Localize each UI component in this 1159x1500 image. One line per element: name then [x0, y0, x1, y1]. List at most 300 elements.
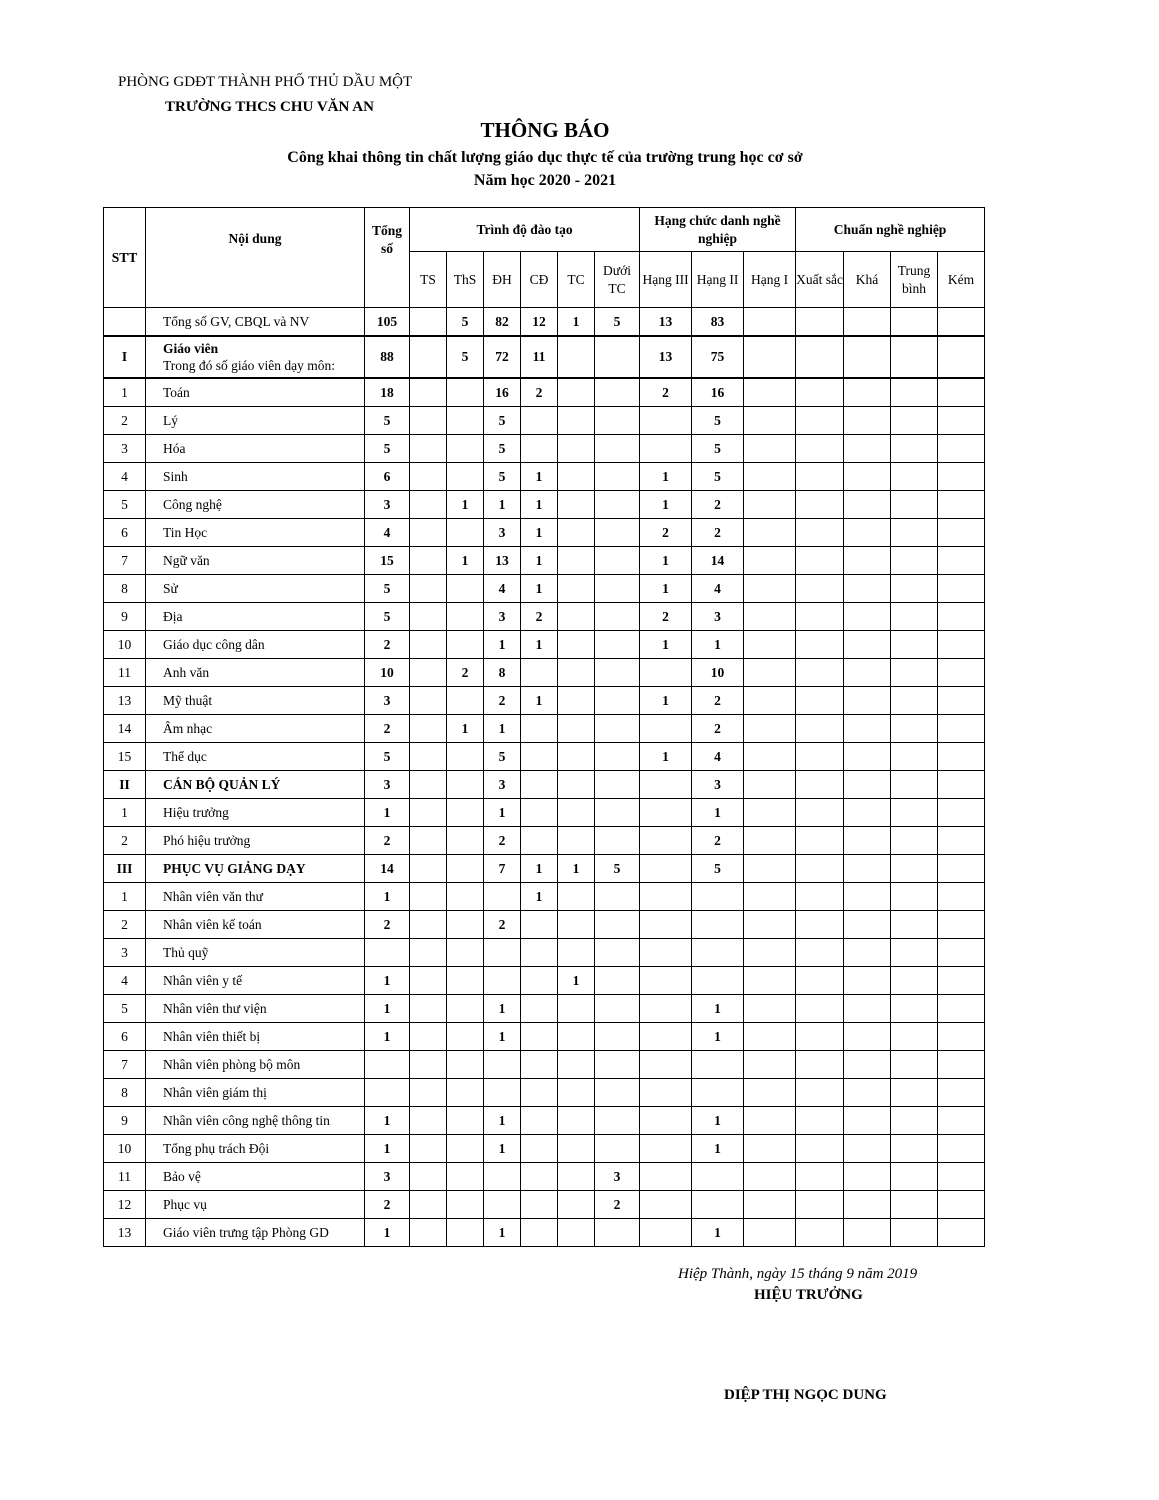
- subheader-cell: Hạng I: [744, 252, 796, 308]
- row-content: Tổng số GV, CBQL và NV: [146, 308, 365, 337]
- row-content-subtitle: Trong đó số giáo viên dạy môn:: [163, 358, 335, 373]
- row-value: 2: [484, 911, 521, 939]
- row-value: [558, 336, 595, 378]
- row-value: [891, 743, 938, 771]
- row-value: [595, 687, 640, 715]
- row-value: [744, 687, 796, 715]
- row-value: 1: [640, 687, 692, 715]
- row-value: [558, 883, 595, 911]
- row-value: [410, 308, 447, 337]
- row-value: [521, 1135, 558, 1163]
- row-value: [410, 911, 447, 939]
- table-row: [104, 827, 985, 855]
- row-value: [844, 1219, 891, 1247]
- row-value: [796, 1023, 844, 1051]
- row-value: [558, 715, 595, 743]
- row-total: 18: [365, 378, 410, 407]
- row-value: [744, 799, 796, 827]
- row-total: [365, 1051, 410, 1079]
- row-value: [844, 995, 891, 1023]
- row-total: 1: [365, 1135, 410, 1163]
- row-value: 13: [640, 308, 692, 337]
- table-row: [104, 308, 985, 337]
- subheader-cell: Hạng II: [692, 252, 744, 308]
- row-value: [410, 1135, 447, 1163]
- row-value: [521, 1107, 558, 1135]
- row-value: [447, 603, 484, 631]
- row-value: [796, 308, 844, 337]
- table-row: [104, 1107, 985, 1135]
- row-value: [410, 995, 447, 1023]
- row-value: 2: [521, 603, 558, 631]
- row-value: [410, 1079, 447, 1107]
- row-value: [640, 1051, 692, 1079]
- row-value: [744, 939, 796, 967]
- row-value: [938, 771, 985, 799]
- row-value: 1: [692, 631, 744, 659]
- place-date: Hiệp Thành, ngày 15 tháng 9 năm 2019: [678, 1266, 918, 1282]
- row-value: [891, 378, 938, 407]
- row-value: [558, 1079, 595, 1107]
- row-content: PHỤC VỤ GIẢNG DẠY: [146, 855, 365, 883]
- row-stt: 9: [104, 1107, 146, 1135]
- row-value: 3: [692, 603, 744, 631]
- row-value: [558, 575, 595, 603]
- row-value: [640, 1107, 692, 1135]
- row-stt: 6: [104, 519, 146, 547]
- row-value: [640, 911, 692, 939]
- row-value: [844, 659, 891, 687]
- row-value: [558, 547, 595, 575]
- row-value: 1: [521, 687, 558, 715]
- row-value: [938, 687, 985, 715]
- row-value: [744, 1051, 796, 1079]
- row-value: [744, 1079, 796, 1107]
- row-value: [938, 435, 985, 463]
- row-value: [744, 336, 796, 378]
- row-value: [410, 1219, 447, 1247]
- row-value: [744, 463, 796, 491]
- row-value: [410, 575, 447, 603]
- row-total: 5: [365, 575, 410, 603]
- row-value: [891, 687, 938, 715]
- row-total: 4: [365, 519, 410, 547]
- row-value: [447, 435, 484, 463]
- row-stt: 13: [104, 687, 146, 715]
- row-stt: 1: [104, 883, 146, 911]
- row-value: [744, 1219, 796, 1247]
- row-value: [844, 491, 891, 519]
- row-value: [410, 519, 447, 547]
- row-value: 1: [447, 715, 484, 743]
- row-value: [410, 1051, 447, 1079]
- row-value: [938, 463, 985, 491]
- row-total: 5: [365, 407, 410, 435]
- subheader-cell: Trung bình: [891, 252, 938, 308]
- row-value: [796, 1107, 844, 1135]
- row-value: [595, 1135, 640, 1163]
- row-value: [744, 967, 796, 995]
- row-value: 10: [692, 659, 744, 687]
- row-content: Nhân viên công nghệ thông tin: [146, 1107, 365, 1135]
- row-value: [640, 827, 692, 855]
- row-total: 1: [365, 1107, 410, 1135]
- table-row: [104, 1163, 985, 1191]
- row-total: 1: [365, 883, 410, 911]
- row-value: [938, 659, 985, 687]
- row-total: 3: [365, 1163, 410, 1191]
- row-value: [410, 827, 447, 855]
- row-value: [558, 603, 595, 631]
- row-content: Toán: [146, 378, 365, 407]
- row-value: [796, 407, 844, 435]
- row-value: [891, 1079, 938, 1107]
- row-content: [146, 336, 365, 378]
- row-value: [447, 799, 484, 827]
- row-value: [891, 1135, 938, 1163]
- row-value: 1: [484, 1135, 521, 1163]
- row-value: [558, 743, 595, 771]
- row-value: [595, 336, 640, 378]
- row-value: [891, 1219, 938, 1247]
- document-title: THÔNG BÁO: [480, 118, 610, 142]
- row-value: 75: [692, 336, 744, 378]
- row-value: [558, 659, 595, 687]
- row-value: [595, 491, 640, 519]
- row-value: [595, 519, 640, 547]
- row-value: [410, 1163, 447, 1191]
- row-stt: III: [104, 855, 146, 883]
- row-value: [938, 491, 985, 519]
- row-value: 1: [640, 547, 692, 575]
- row-value: [744, 407, 796, 435]
- table-row: [104, 771, 985, 799]
- row-total: 6: [365, 463, 410, 491]
- table-row: [104, 855, 985, 883]
- table-row: [104, 463, 985, 491]
- row-stt: 12: [104, 1191, 146, 1219]
- row-value: 1: [447, 547, 484, 575]
- row-value: [844, 855, 891, 883]
- row-value: [844, 308, 891, 337]
- row-total: 5: [365, 435, 410, 463]
- row-value: 2: [640, 603, 692, 631]
- row-value: [796, 967, 844, 995]
- subheader-cell: ĐH: [484, 252, 521, 308]
- row-total: 3: [365, 771, 410, 799]
- row-value: [410, 855, 447, 883]
- row-stt: 6: [104, 1023, 146, 1051]
- row-value: [891, 855, 938, 883]
- row-value: [484, 1051, 521, 1079]
- row-content: Giáo viên trưng tập Phòng GD: [146, 1219, 365, 1247]
- row-content: Sinh: [146, 463, 365, 491]
- row-value: 1: [447, 491, 484, 519]
- table-row: [104, 519, 985, 547]
- row-value: [558, 827, 595, 855]
- row-value: [640, 659, 692, 687]
- row-value: [891, 308, 938, 337]
- row-value: [447, 855, 484, 883]
- row-value: [640, 883, 692, 911]
- row-value: [692, 1051, 744, 1079]
- row-value: [744, 855, 796, 883]
- row-value: [844, 1191, 891, 1219]
- row-stt: 5: [104, 491, 146, 519]
- subheader-cell: Dưới TC: [595, 252, 640, 308]
- row-value: [521, 407, 558, 435]
- row-value: [595, 967, 640, 995]
- row-value: [891, 463, 938, 491]
- row-value: [410, 883, 447, 911]
- row-total: 10: [365, 659, 410, 687]
- row-value: [595, 378, 640, 407]
- row-value: [796, 715, 844, 743]
- school-year: Năm học 2020 - 2021: [473, 172, 617, 189]
- subheader-cell: TC: [558, 252, 595, 308]
- row-value: [744, 1023, 796, 1051]
- row-content: Tin Học: [146, 519, 365, 547]
- row-value: [844, 1023, 891, 1051]
- row-value: [521, 911, 558, 939]
- subheader-cell: Xuất sắc: [796, 252, 844, 308]
- row-value: [558, 435, 595, 463]
- row-value: 4: [692, 575, 744, 603]
- row-value: 1: [521, 519, 558, 547]
- row-content: Hiệu trưởng: [146, 799, 365, 827]
- row-value: [891, 547, 938, 575]
- row-value: 1: [484, 631, 521, 659]
- row-value: 1: [484, 1023, 521, 1051]
- row-value: [796, 827, 844, 855]
- row-value: 1: [521, 463, 558, 491]
- row-value: 5: [484, 407, 521, 435]
- row-value: [410, 378, 447, 407]
- row-value: [484, 967, 521, 995]
- row-value: 4: [484, 575, 521, 603]
- table-row: [104, 687, 985, 715]
- row-value: [938, 1219, 985, 1247]
- row-value: [891, 407, 938, 435]
- row-stt: 8: [104, 575, 146, 603]
- row-value: [521, 799, 558, 827]
- row-value: [796, 603, 844, 631]
- row-content: Địa: [146, 603, 365, 631]
- row-value: [744, 491, 796, 519]
- row-value: [447, 687, 484, 715]
- row-value: [938, 575, 985, 603]
- row-value: 1: [484, 491, 521, 519]
- row-value: 1: [692, 799, 744, 827]
- row-value: [744, 378, 796, 407]
- row-stt: II: [104, 771, 146, 799]
- row-value: [938, 715, 985, 743]
- table-row: [104, 911, 985, 939]
- row-value: [521, 659, 558, 687]
- row-value: 72: [484, 336, 521, 378]
- agency-name: PHÒNG GDĐT THÀNH PHỐ THỦ DẦU MỘT: [118, 74, 413, 90]
- row-value: [447, 939, 484, 967]
- row-value: [744, 995, 796, 1023]
- table-row: [104, 715, 985, 743]
- row-value: [938, 799, 985, 827]
- row-value: [640, 939, 692, 967]
- row-value: [447, 1079, 484, 1107]
- row-total: 14: [365, 855, 410, 883]
- row-value: 5: [692, 435, 744, 463]
- table-row: [104, 378, 985, 407]
- school-name: TRƯỜNG THCS CHU VĂN AN: [165, 99, 374, 115]
- row-value: [938, 911, 985, 939]
- row-value: [558, 1163, 595, 1191]
- row-value: [692, 883, 744, 911]
- row-stt: 7: [104, 547, 146, 575]
- row-content: Phục vụ: [146, 1191, 365, 1219]
- row-value: [558, 1191, 595, 1219]
- row-value: [558, 1051, 595, 1079]
- row-value: [938, 519, 985, 547]
- row-value: [891, 631, 938, 659]
- row-value: [595, 1051, 640, 1079]
- row-value: 3: [484, 519, 521, 547]
- row-value: [844, 715, 891, 743]
- row-content: Ngữ văn: [146, 547, 365, 575]
- row-total: [365, 1079, 410, 1107]
- row-value: [796, 463, 844, 491]
- row-value: [447, 407, 484, 435]
- row-value: [844, 771, 891, 799]
- row-value: [796, 911, 844, 939]
- table-row: [104, 631, 985, 659]
- staff-quality-table: [103, 207, 985, 1247]
- row-total: 15: [365, 547, 410, 575]
- row-value: [938, 967, 985, 995]
- row-content: Tổng phụ trách Đội: [146, 1135, 365, 1163]
- row-value: 2: [692, 715, 744, 743]
- row-value: [447, 883, 484, 911]
- row-value: [938, 1051, 985, 1079]
- table-row: [104, 407, 985, 435]
- row-value: 83: [692, 308, 744, 337]
- row-value: [938, 995, 985, 1023]
- row-value: [844, 547, 891, 575]
- row-value: 1: [521, 491, 558, 519]
- row-value: [558, 1107, 595, 1135]
- row-stt: 4: [104, 463, 146, 491]
- row-value: [796, 631, 844, 659]
- row-stt: 5: [104, 995, 146, 1023]
- row-total: 2: [365, 715, 410, 743]
- row-value: 2: [595, 1191, 640, 1219]
- table-row: [104, 603, 985, 631]
- row-value: [938, 1191, 985, 1219]
- row-value: [410, 603, 447, 631]
- row-content: Nhân viên y tế: [146, 967, 365, 995]
- row-value: [891, 1191, 938, 1219]
- row-value: [595, 771, 640, 799]
- row-content: Thủ quỹ: [146, 939, 365, 967]
- row-value: [595, 911, 640, 939]
- row-value: [521, 939, 558, 967]
- row-value: [796, 1051, 844, 1079]
- row-content: Sử: [146, 575, 365, 603]
- row-value: [692, 1191, 744, 1219]
- row-value: [891, 491, 938, 519]
- table-row: [104, 1079, 985, 1107]
- row-value: [595, 575, 640, 603]
- row-value: [844, 1079, 891, 1107]
- row-value: [891, 519, 938, 547]
- row-value: [844, 1163, 891, 1191]
- row-total: 1: [365, 995, 410, 1023]
- table-row: [104, 435, 985, 463]
- row-content: Nhân viên thư viện: [146, 995, 365, 1023]
- row-value: [938, 1079, 985, 1107]
- row-value: [891, 883, 938, 911]
- row-value: [410, 715, 447, 743]
- row-stt: 3: [104, 435, 146, 463]
- row-content: Nhân viên văn thư: [146, 883, 365, 911]
- row-value: [891, 995, 938, 1023]
- row-value: [447, 771, 484, 799]
- row-value: [891, 1051, 938, 1079]
- row-value: 16: [484, 378, 521, 407]
- row-value: [521, 1051, 558, 1079]
- row-value: [640, 407, 692, 435]
- row-value: [640, 1023, 692, 1051]
- row-value: [744, 659, 796, 687]
- row-value: [521, 435, 558, 463]
- signer-role: HIỆU TRƯỞNG: [754, 1287, 863, 1303]
- row-value: [410, 463, 447, 491]
- row-value: [595, 995, 640, 1023]
- row-value: [558, 687, 595, 715]
- row-value: [844, 687, 891, 715]
- row-content: Bảo vệ: [146, 1163, 365, 1191]
- row-value: 1: [692, 995, 744, 1023]
- row-value: 1: [640, 575, 692, 603]
- row-value: [938, 855, 985, 883]
- row-value: 1: [558, 855, 595, 883]
- row-value: [640, 1135, 692, 1163]
- row-value: [410, 631, 447, 659]
- row-value: 2: [484, 827, 521, 855]
- signer-name: DIỆP THỊ NGỌC DUNG: [724, 1387, 887, 1403]
- row-value: [595, 799, 640, 827]
- row-value: [484, 1163, 521, 1191]
- row-value: [595, 827, 640, 855]
- row-value: 1: [692, 1107, 744, 1135]
- header-training: Trình độ đào tạo: [410, 208, 640, 252]
- row-value: [796, 1079, 844, 1107]
- row-value: [938, 743, 985, 771]
- row-value: [692, 967, 744, 995]
- row-value: 1: [692, 1023, 744, 1051]
- row-value: 2: [692, 827, 744, 855]
- row-value: 2: [692, 687, 744, 715]
- row-value: [796, 687, 844, 715]
- subheader-cell: Kém: [938, 252, 985, 308]
- row-value: [796, 336, 844, 378]
- row-stt: 2: [104, 911, 146, 939]
- row-value: [938, 1023, 985, 1051]
- row-content: Mỹ thuật: [146, 687, 365, 715]
- row-total: 1: [365, 1023, 410, 1051]
- row-value: [640, 967, 692, 995]
- row-value: [640, 1163, 692, 1191]
- row-value: [410, 336, 447, 378]
- row-value: 8: [484, 659, 521, 687]
